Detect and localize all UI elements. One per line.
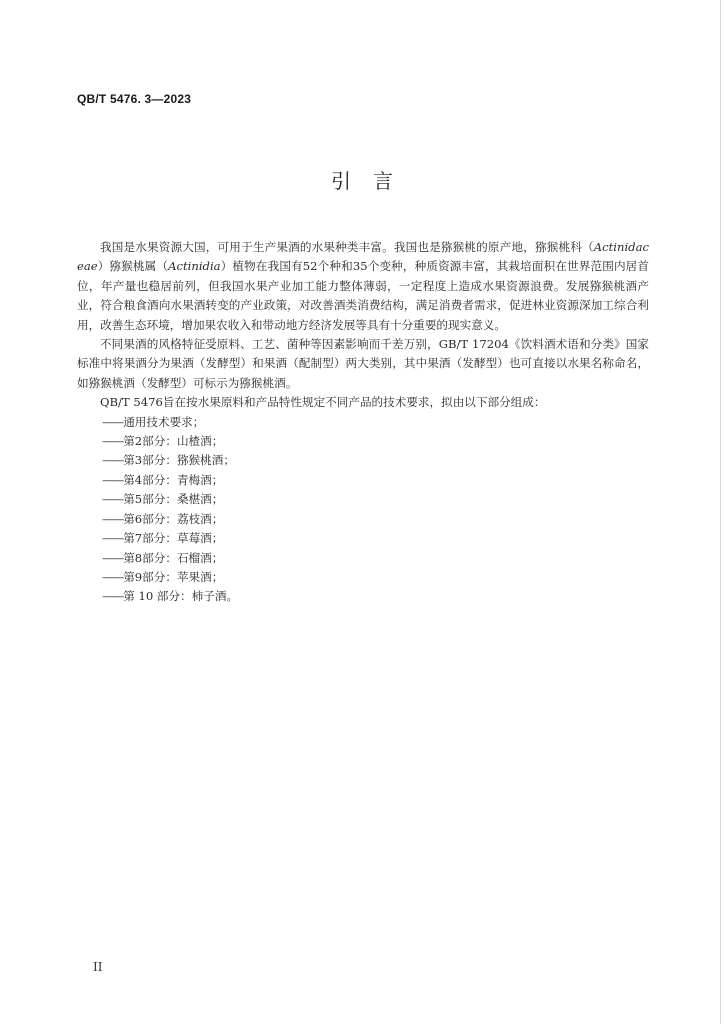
list-item-text: 第8部分：石榴酒； (123, 550, 224, 565)
list-item-text: 第5部分：桑椹酒； (123, 492, 224, 507)
list-dash: —— (102, 472, 124, 487)
document-body (77, 238, 649, 607)
list-item (77, 587, 649, 606)
list-item-text: 第3部分：猕猴桃酒； (123, 453, 235, 468)
list-item (77, 490, 649, 509)
list-item-text: 第2部分：山楂酒； (123, 434, 224, 449)
list-dash: —— (102, 589, 124, 604)
list-item (77, 549, 649, 568)
list-dash: —— (102, 492, 124, 507)
latin-family-name: Actinidaceae (77, 240, 649, 274)
list-dash: —— (102, 569, 124, 584)
list-item (77, 510, 649, 529)
paragraph-structure: QB/T 5476旨在按水果原料和产品特性规定不同产品的技术要求，拟由以下部分组成： (100, 395, 546, 410)
paragraph-intro-text-2: ）猕猴桃属（ (97, 259, 169, 274)
list-item-text: 第9部分：苹果酒； (123, 569, 224, 584)
list-dash: —— (102, 511, 124, 526)
page-title: 引言 (331, 169, 415, 193)
list-item-text: 第7部分：草莓酒； (123, 531, 224, 546)
list-item (77, 432, 649, 451)
list-item-text: 第4部分：青梅酒； (123, 472, 224, 487)
list-dash: —— (102, 550, 124, 565)
list-item (77, 413, 649, 432)
list-item-text: 第 10 部分：柿子酒。 (123, 589, 239, 604)
parts-list (77, 413, 649, 607)
paragraph-intro-text-3: ）植物在我国有52个种和35个变种，种质资源丰富，其栽培面积在世界范围内居首位，年产量也稳居前列，但我国水果产业加工能力整体薄弱，一定程度上造成水果资源浪费。发展猕猴桃酒产业，符合粮食酒向水果酒转变的产业政策，对改善酒类消费结构，满足消费者需求，促进林业资源深加工综合利用，改善生态环境，增加果农收入和带动地方经济发展等具有十分重要的现实意义。 (77, 259, 649, 332)
list-dash: —— (102, 531, 124, 546)
list-dash: —— (102, 434, 124, 449)
list-item (77, 529, 649, 548)
page-edge-line (720, 0, 721, 1024)
paragraph-intro (77, 238, 649, 335)
paragraph-classification: 不同果酒的风格特征受原料、工艺、菌种等因素影响而千差万别，GB/T 17204《饮料酒术语和分类》国家标准中将果酒分为果酒（发酵型）和果酒（配制型）两大类别，其中果酒（发酵型）也可直接以水果名称命名，如猕猴桃酒（发酵型）可标示为猕猴桃酒。 (77, 337, 649, 390)
list-item-text: 第6部分：荔枝酒； (123, 511, 224, 526)
list-dash: —— (102, 414, 124, 429)
latin-genus-name: Actinidia (168, 259, 221, 274)
paragraph-intro-text-1: 我国是水果资源大国，可用于生产果酒的水果种类丰富。我国也是猕猴桃的原产地，猕猴桃科（ (100, 240, 594, 254)
list-item-text: 通用技术要求； (123, 414, 205, 429)
page-number: II (93, 960, 103, 974)
standard-code-header: QB/T 5476. 3—2023 (77, 92, 192, 106)
list-item (77, 471, 649, 490)
list-item (77, 451, 649, 470)
list-dash: —— (102, 453, 124, 468)
list-item (77, 568, 649, 587)
